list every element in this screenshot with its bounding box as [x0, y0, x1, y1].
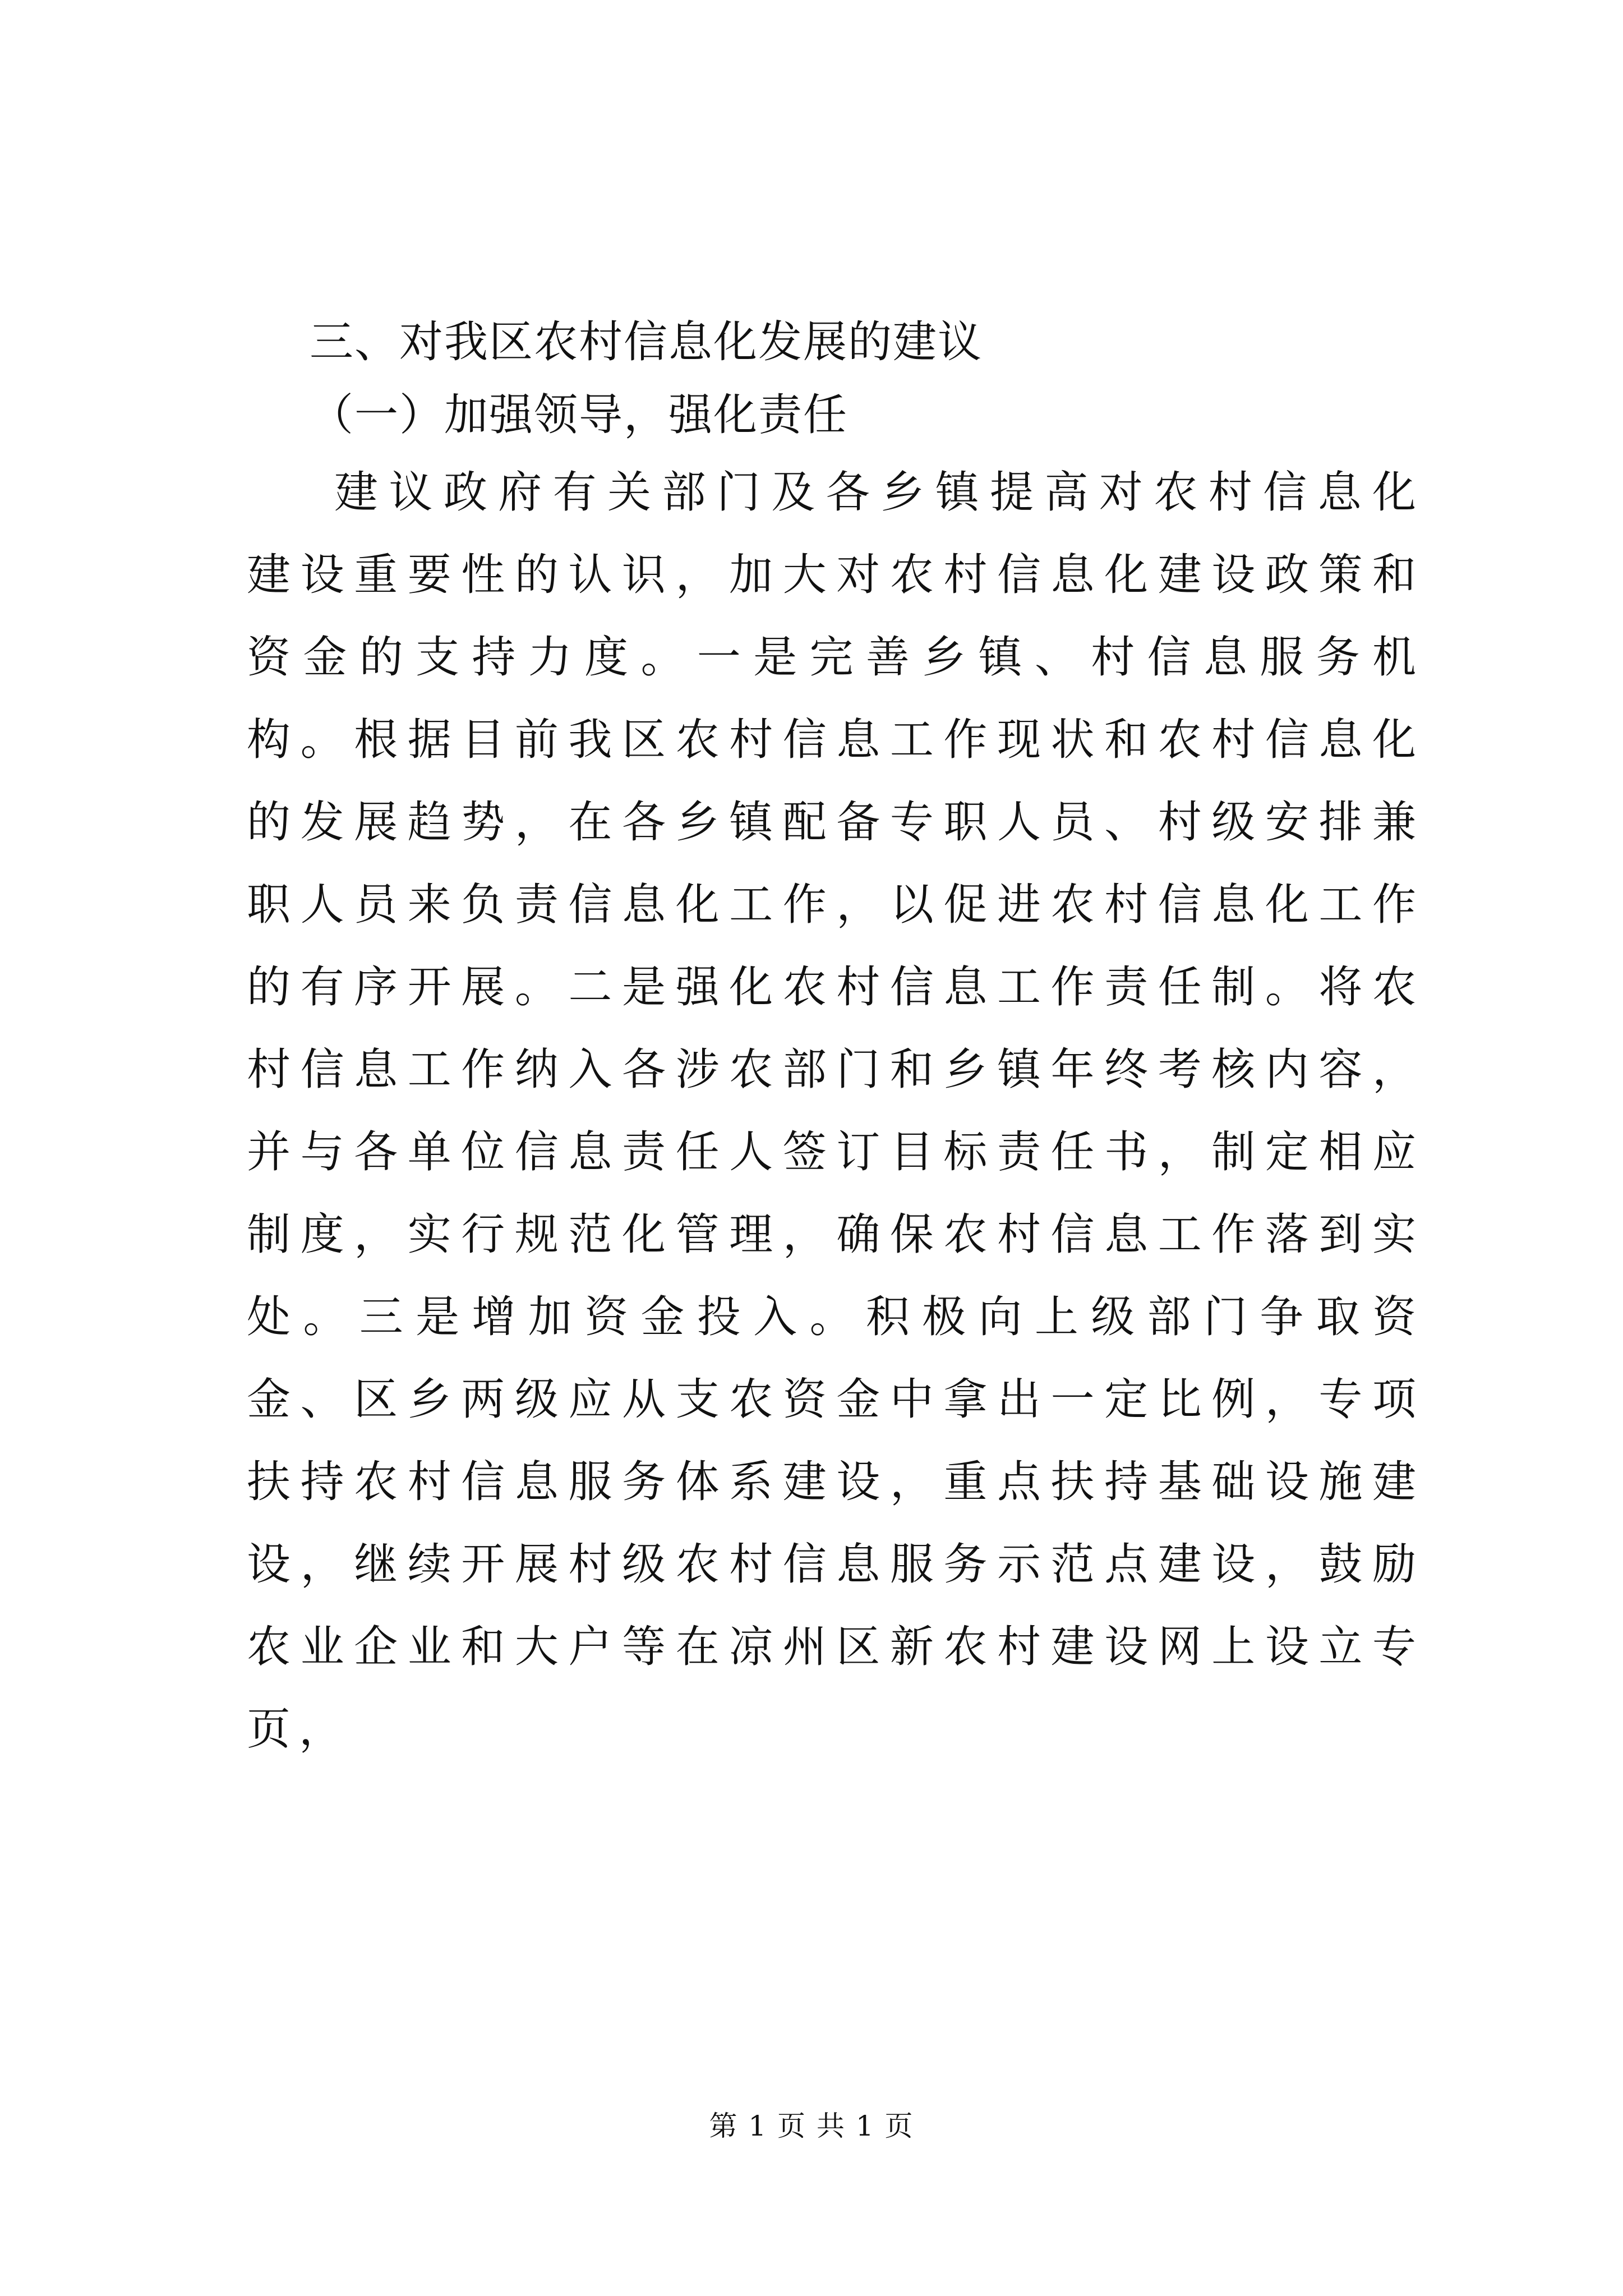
document-content — [247, 306, 1424, 1771]
page-footer: 第 1 页 共 1 页 — [709, 2110, 914, 2142]
section-heading: 三、对我区农村信息化发展的建议 — [310, 317, 983, 367]
body-paragraph: 建议政府有关部门及各乡镇提高对农村信息化建设重要性的认识，加大对农村信息化建设政策和资金的支持力度。一是完善乡镇、村信息服务机构。根据目前我区农村信息工作现状和农村信息化的发展趋势，在各乡镇配备专职人员、村级安排兼职人员来负责信息化工作，以促进农村信息化工作的有序开展。二是强化农村信息工作责任制。将农村信息工作纳入各涉农部门和乡镇年终考核内容，并与各单位信息责任人签订目标责任书，制定相应制度，实行规范化管理，确保农村信息工作落到实处。三是增加资金投入。积极向上级部门争取资金、区乡两级应从支农资金中拿出一定比例，专项扶持农村信息服务体系建设，重点扶持基础设施建设，继续开展村级农村信息服务示范点建设，鼓励农业企业和大户等在凉州区新农村建设网上设立专页， — [247, 467, 1424, 1755]
subsection-heading: （一）加强领导，强化责任 — [310, 390, 849, 440]
